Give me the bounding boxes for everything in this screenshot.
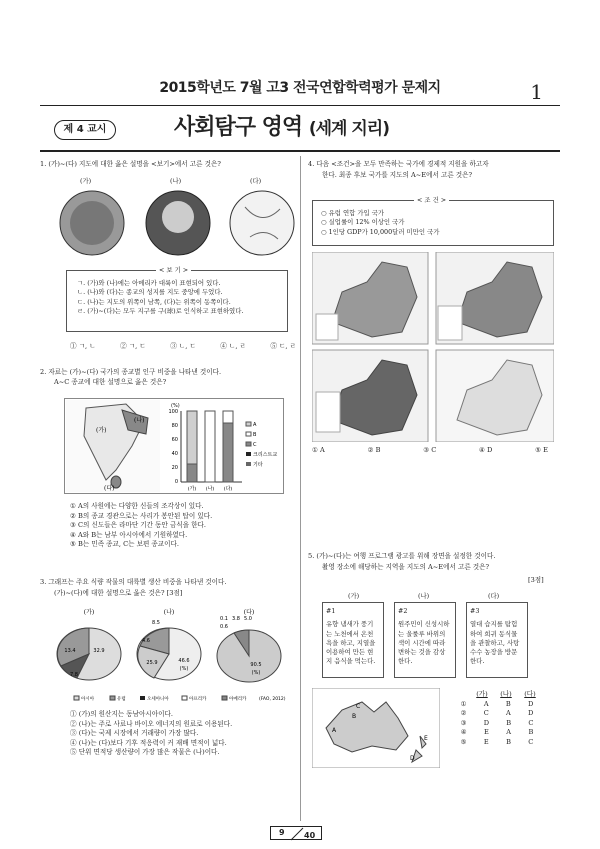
q1-option-5[interactable]: ⑤ ㄷ, ㄹ: [270, 342, 296, 350]
q2-y-tick: 80: [171, 423, 178, 429]
q2-map-label: (다): [104, 485, 115, 492]
q2-option-4[interactable]: ④ A와 B는 남부 아시아에서 기원하였다.: [70, 530, 188, 539]
q3-pie-value: 3.8: [232, 616, 240, 622]
exam-title: 2015학년도 7월 고3 전국연합학력평가 문제지: [159, 80, 441, 96]
q5-card-line: 변하는 것을 감상: [398, 648, 446, 657]
q1-item: ㄹ. (가)~(다)는 모두 지구를 구(球)로 인식하고 표현하였다.: [77, 306, 244, 315]
q5-answer-col: (가): [476, 690, 488, 698]
q5-card-2: [394, 602, 456, 678]
q2-option-2[interactable]: ② B의 종교 경관으로는 사리가 봉안된 탑이 있다.: [70, 511, 213, 520]
q3-pie-label: (다): [243, 609, 255, 616]
subject-rule: [40, 150, 560, 152]
q5-card-num: #1: [326, 607, 336, 615]
q1-option-1[interactable]: ① ㄱ, ㄴ: [70, 342, 96, 350]
q3-stem-1: 3. 그래프는 주요 식량 작물의 대륙별 생산 비중을 나타낸 것이다.: [40, 578, 227, 586]
subject-main: 사회탐구 영역: [174, 115, 309, 140]
q5-card-line: 한다.: [470, 657, 485, 666]
q1-option-2[interactable]: ② ㄱ, ㄷ: [120, 342, 146, 350]
q5-map-label: B: [352, 713, 357, 720]
q3-option-4[interactable]: ④ (나)는 (다)보다 기후 적응력이 커 재배 면적이 넓다.: [70, 738, 227, 747]
europe-map-1: [312, 252, 428, 344]
q5-answer-col: (다): [524, 690, 536, 698]
q5-stem-2: 촬영 장소에 해당하는 지역을 지도의 A~E에서 고른 것은?: [322, 563, 490, 571]
q5-answer-row-1[interactable]: ① A B D: [460, 699, 534, 708]
q5-map-label: C: [356, 703, 361, 710]
q3-pie-value: 5.0: [244, 616, 252, 622]
q2-option-3[interactable]: ③ C의 신도들은 라마단 기간 동안 금식을 한다.: [70, 521, 207, 530]
q3-option-1[interactable]: ① (가)의 원산지는 동남아시아이다.: [70, 710, 173, 718]
q2-legend: A: [253, 422, 257, 428]
q3-pie-value: 32.9: [93, 648, 105, 654]
q4-option-1[interactable]: ① A: [312, 446, 325, 454]
q4-option-2[interactable]: ② B: [367, 446, 381, 454]
q3-pie-value: 4.6: [142, 638, 150, 644]
q5-card-line: 이용하여 만든 현: [326, 648, 374, 657]
q4-condition-box: [312, 200, 554, 246]
q1-item: ㄱ. (가)와 (나)에는 아메리카 대륙이 표현되어 있다.: [77, 279, 221, 287]
q2-y-tick: 60: [171, 437, 178, 443]
q3-pie-label: (나): [163, 609, 175, 616]
q3-legend: 아메리카: [229, 697, 247, 702]
q4-condition-title: < 조 건 >: [414, 196, 449, 205]
q5-card-line: 원주민이 신성시하: [398, 620, 450, 629]
q5-card-line: 수수 농장을 방문: [470, 648, 518, 657]
q1-stem: 1. (가)~(다) 지도에 대한 옳은 설명을 <보기>에서 고른 것은?: [40, 160, 221, 168]
q1-bogi-title: < 보 기 >: [156, 266, 191, 275]
q5-card-line: 색이 시간에 따라: [398, 638, 446, 647]
q3-pie-value: 0.6: [220, 624, 228, 630]
q2-south-asia-map: [66, 400, 160, 492]
q1-label-ga: (가): [80, 177, 92, 185]
q4-option-5[interactable]: ⑤ E: [535, 446, 548, 454]
q1-bogi-box: [66, 270, 288, 332]
q2-y-tick: 100: [168, 409, 178, 415]
q3-legend: 아프리카: [189, 697, 207, 702]
q5-card-line: 지 음식을 먹는다.: [326, 657, 376, 666]
q1-item: ㄴ. (나)와 (다)는 종교의 성지를 지도 중앙에 두었다.: [77, 288, 223, 297]
q4-condition: ○ 실업률이 12% 이상인 국가: [321, 218, 405, 227]
q3-pie-unit: (%): [179, 666, 189, 672]
q3-legend: 아시아: [81, 697, 95, 702]
q3-legend: 오세아니아: [147, 697, 169, 702]
q5-card-num: #2: [398, 607, 408, 615]
q5-card-line: 는 노천에서 온천: [326, 629, 374, 638]
subject-sub: (세계 지리): [308, 119, 389, 139]
page-current: 9: [279, 828, 285, 837]
q1-option-4[interactable]: ④ ㄴ, ㄹ: [220, 342, 246, 350]
q5-stem-1: 5. (가)~(다)는 여행 프로그램 광고를 위해 장면을 설정한 것이다.: [308, 552, 496, 560]
q2-x-label: (다): [223, 486, 233, 492]
q2-legend: 크리스트교: [253, 452, 278, 458]
q2-legend: C: [253, 442, 257, 448]
q5-card-line: 욕을 하고, 지열을: [326, 638, 376, 647]
q5-card-3: [466, 602, 528, 678]
q4-option-4[interactable]: ④ D: [479, 446, 493, 454]
q5-answer-row-2[interactable]: ② C A D: [460, 709, 534, 718]
q3-pie-charts: [44, 604, 296, 706]
q5-answer-row-5[interactable]: ⑤ E B C: [460, 737, 534, 746]
q2-stem-2: A~C 종교에 대한 설명으로 옳은 것은?: [54, 378, 167, 386]
q5-oceania-map: [312, 688, 440, 768]
q5-answer-table: [452, 690, 542, 747]
period-badge: 제 4 교시: [54, 120, 116, 140]
q5-card-line: 는 울룰루 바위의: [398, 629, 446, 638]
q5-card-line: 을 관찰하고, 사탕: [470, 638, 520, 647]
q3-pie-label: (가): [83, 609, 95, 616]
q2-options: [70, 502, 212, 550]
q5-label-ga: (가): [348, 592, 360, 600]
q3-pie-unit: (%): [251, 670, 261, 676]
q3-legend: 유럽: [117, 697, 126, 702]
q4-stem-2: 한다. 최종 후보 국가를 지도의 A~E에서 고른 것은?: [322, 171, 473, 179]
q5-card-line: 유향 냄새가 풍기: [326, 620, 374, 629]
q1-label-na: (나): [170, 177, 182, 185]
q3-option-3[interactable]: ③ (다)는 국제 시장에서 거래량이 가장 많다.: [70, 729, 199, 738]
q3-pie-value: 13.4: [64, 648, 76, 654]
q4-stem-1: 4. 다음 <조건>을 모두 만족하는 국가에 경제적 지원을 하고자: [308, 160, 489, 168]
q2-map-label: (가): [96, 427, 107, 434]
europe-map-4: [436, 350, 554, 442]
q5-answer-col: (나): [500, 690, 512, 698]
q5-answer-header: [452, 690, 542, 700]
page-counter: [270, 826, 322, 840]
q5-card-num: #3: [470, 607, 480, 615]
q4-europe-maps: [312, 252, 554, 442]
q1-option-3[interactable]: ③ ㄴ, ㄷ: [170, 342, 196, 350]
q3-pie-value: 46.6: [178, 658, 190, 664]
q5-card-1: [322, 602, 384, 678]
q2-map-label: (나): [134, 417, 145, 424]
q3-options: [70, 710, 232, 758]
q5-answer-row-3[interactable]: ③ D B C: [460, 718, 534, 727]
q2-legend: B: [253, 432, 257, 438]
q4-condition: ○ 유럽 연합 가입 국가: [321, 209, 385, 217]
q2-x-label: (가): [187, 486, 197, 492]
q5-card-line: 열대 습지를 탐험: [470, 620, 518, 629]
q3-pie-value: 90.5: [250, 662, 262, 668]
q2-y-tick: 40: [171, 451, 178, 457]
q2-y-tick: 20: [171, 465, 178, 471]
q2-bar-chart: [162, 398, 282, 494]
page-total: 40: [304, 831, 316, 840]
q3-option-2[interactable]: ② (나)는 주로 사료나 바이오 에너지의 원료로 이용된다.: [70, 719, 233, 728]
q3-option-5[interactable]: ⑤ 단위 면적당 생산량이 가장 많은 작물은 (나)이다.: [70, 748, 220, 757]
q5-map-label: E: [424, 735, 428, 742]
q1-maps: [40, 187, 300, 263]
q5-map-label: A: [332, 727, 337, 734]
q5-card-line: 하여 희귀 동식물: [470, 629, 518, 638]
q2-bar-na: [205, 411, 215, 482]
q2-legend: 기타: [253, 462, 263, 468]
q5-points: [3점]: [528, 576, 544, 584]
q3-source: (FAO, 2012): [259, 697, 286, 702]
q5-answer-row-4[interactable]: ④ E A B: [460, 728, 534, 737]
q1-options: [70, 342, 296, 352]
q4-condition: ○ 1인당 GDP가 10,000달러 미만인 국가: [321, 227, 440, 236]
page-number: 1: [530, 80, 543, 104]
q3-stem-2: (가)~(다)에 대한 설명으로 옳은 것은? [3점]: [54, 589, 183, 597]
q5-map-label: D: [410, 755, 415, 762]
q1-label-da: (다): [250, 177, 262, 185]
q2-x-label: (나): [205, 486, 215, 492]
map-da-image: [230, 191, 294, 255]
q3-pie-value: 7.8: [70, 672, 78, 678]
q1-item: ㄷ. (나)는 지도의 위쪽이 남쪽, (다)는 위쪽이 동쪽이다.: [77, 297, 231, 306]
q4-option-3[interactable]: ③ C: [423, 446, 437, 454]
q3-pie-value: 25.9: [146, 660, 158, 666]
q2-y-tick: 0: [174, 479, 178, 485]
q2-option-1[interactable]: ① A의 사원에는 다양한 신들의 조각상이 있다.: [70, 502, 204, 510]
q2-option-5[interactable]: ⑤ B는 민족 종교, C는 보편 종교이다.: [70, 540, 180, 549]
europe-map-2: [436, 252, 554, 344]
q3-pie-value: 0.1: [220, 616, 228, 622]
q5-label-da: (다): [488, 592, 500, 600]
q3-pie-value: 8.5: [152, 620, 160, 626]
q5-label-na: (나): [418, 592, 430, 600]
subject-title: [174, 112, 389, 144]
header-rule: [40, 105, 560, 106]
q2-y-unit: (%): [171, 403, 180, 409]
column-separator: [300, 156, 301, 821]
q2-stem-1: 2. 자료는 (가)~(다) 국가의 종교별 인구 비중을 나타낸 것이다.: [40, 368, 222, 376]
q4-options: [312, 446, 548, 456]
europe-map-3: [312, 350, 428, 442]
q5-card-line: 한다.: [398, 657, 413, 666]
